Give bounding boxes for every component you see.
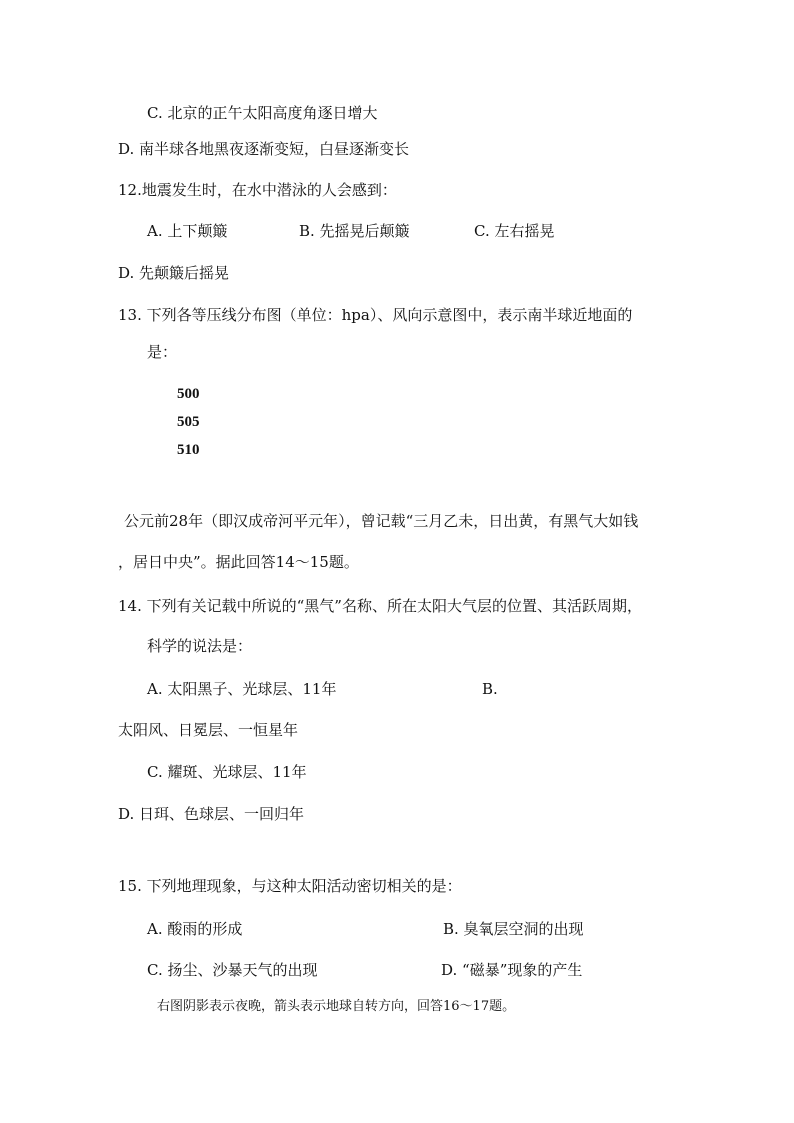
q14-option-b-label: B. <box>482 680 498 698</box>
q15-option-b: B. 臭氧层空洞的出现 <box>443 920 584 938</box>
option-d-line: D. 南半球各地黑夜逐渐变短，白昼逐渐变长 <box>118 140 410 158</box>
q12-option-c: C. 左右摇晃 <box>474 222 555 240</box>
q12-option-a: A. 上下颠簸 <box>147 222 228 240</box>
q15-option-d: D. “磁暴”现象的产生 <box>441 961 583 979</box>
q15-option-c: C. 扬尘、沙暴天气的出现 <box>147 961 318 979</box>
q15-option-a: A. 酸雨的形成 <box>147 920 243 938</box>
isobar-label-505: 505 <box>177 414 200 430</box>
q12-option-b: B. 先摇晃后颠簸 <box>299 222 410 240</box>
isobar-label-500: 500 <box>177 386 200 402</box>
question-15: 15. 下列地理现象，与这种太阳活动密切相关的是： <box>118 877 462 895</box>
q12-option-d: D. 先颠簸后摇晃 <box>118 264 230 282</box>
question-12: 12.地震发生时，在水中潜泳的人会感到： <box>118 181 397 199</box>
question-13: 13. 下列各等压线分布图（单位：hpa）、风向示意图中，表示南半球近地面的 <box>118 306 633 324</box>
q14-option-d: D. 日珥、色球层、一回归年 <box>118 805 305 823</box>
context-passage: 公元前28年（即汉成帝河平元年），曾记载“三月乙未，日出黄，有黑气大如钱 <box>124 512 639 530</box>
q14-option-b: 太阳风、日冕层、一恒星年 <box>118 721 299 739</box>
q14-option-a: A. 太阳黑子、光球层、11年 <box>147 680 337 698</box>
option-c-line: C. 北京的正午太阳高度角逐日增大 <box>147 104 378 122</box>
context-passage-cont: ，居日中央”。据此回答14～15题。 <box>118 553 359 571</box>
q16-17-instruction: 右图阴影表示夜晚，箭头表示地球自转方向，回答16～17题。 <box>157 999 516 1014</box>
question-14: 14. 下列有关记载中所说的“黑气”名称、所在太阳大气层的位置、其活跃周期， <box>118 597 642 615</box>
question-13-cont: 是： <box>147 343 178 361</box>
isobar-label-510: 510 <box>177 442 200 458</box>
question-14-cont: 科学的说法是： <box>147 637 253 655</box>
q14-option-c: C. 耀斑、光球层、11年 <box>147 763 307 781</box>
